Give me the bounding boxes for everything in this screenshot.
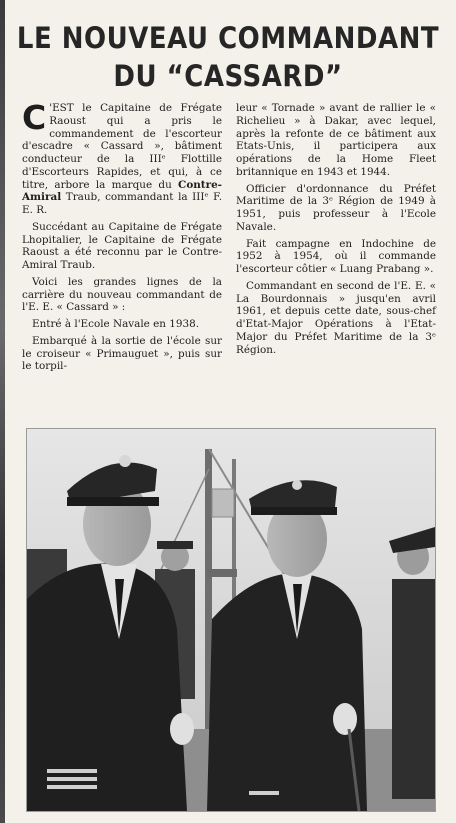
headline-line-2: DU “CASSARD”	[113, 60, 343, 94]
paragraph-bold-text: Contre-Amiral	[22, 178, 222, 204]
headline-line-1: LE NOUVEAU COMMANDANT	[16, 22, 440, 56]
article-paragraph	[22, 98, 222, 217]
article-body	[22, 98, 436, 412]
article-paragraph: Voici les grandes lignes de la carrière du nouveau commandant de l'E. E. « Cassard » :	[22, 275, 222, 314]
photo-officers-on-deck	[26, 428, 436, 812]
article-paragraph: Succédant au Capitaine de Frégate Lhopitalier, le Capitaine de Frégate Raoust a été reconnu par le Contre-Amiral Traub.	[22, 220, 222, 271]
article-paragraph: Embarqué à la sortie de l'école sur le croiseur « Primauguet », puis sur le torpil-	[22, 334, 222, 373]
drop-cap: C	[22, 98, 47, 137]
article-paragraph: leur « Tornade » avant de rallier le « Richelieu » à Dakar, avec lequel, après la refonte de ce bâtiment aux Etats-Unis, il participera aux opérations de la Home Fleet britannique en 1943 et 1944.	[236, 102, 436, 178]
paragraph-text: 'EST le Capitaine de Frégate Raoust qui a pris le commandement de l'escorteur d'escadre « Cassard », bâtiment conducteur de la IIIᵉ Flottille d'Escorteurs Rapides, et qui, à ce titre, arbore la marque du	[22, 102, 222, 191]
article-paragraph: Commandant en second de l'E. E. « La Bourdonnais » jusqu'en avril 1961, et depuis cette date, sous-chef d'Etat-Major Opérations à l'Etat-Major du Préfet Maritime de la 3ᵉ Région.	[236, 279, 436, 356]
article-column-right	[236, 102, 436, 360]
article-paragraph: Officier d'ordonnance du Préfet Maritime de la 3ᵉ Région de 1949 à 1951, puis professeur à l'Ecole Navale.	[236, 182, 436, 233]
photo-illustration	[27, 429, 435, 811]
article-paragraph: Entré à l'Ecole Navale en 1938.	[32, 318, 200, 330]
page-edge	[0, 0, 5, 823]
article-column-left	[22, 98, 222, 377]
article-paragraph: Fait campagne en Indochine de 1952 à 1954, où il commande l'escorteur côtier « Luang Prabang ».	[236, 237, 436, 275]
headline	[10, 20, 446, 96]
paragraph-text: Traub, commandant la IIIᵉ F. E. R.	[22, 191, 222, 216]
